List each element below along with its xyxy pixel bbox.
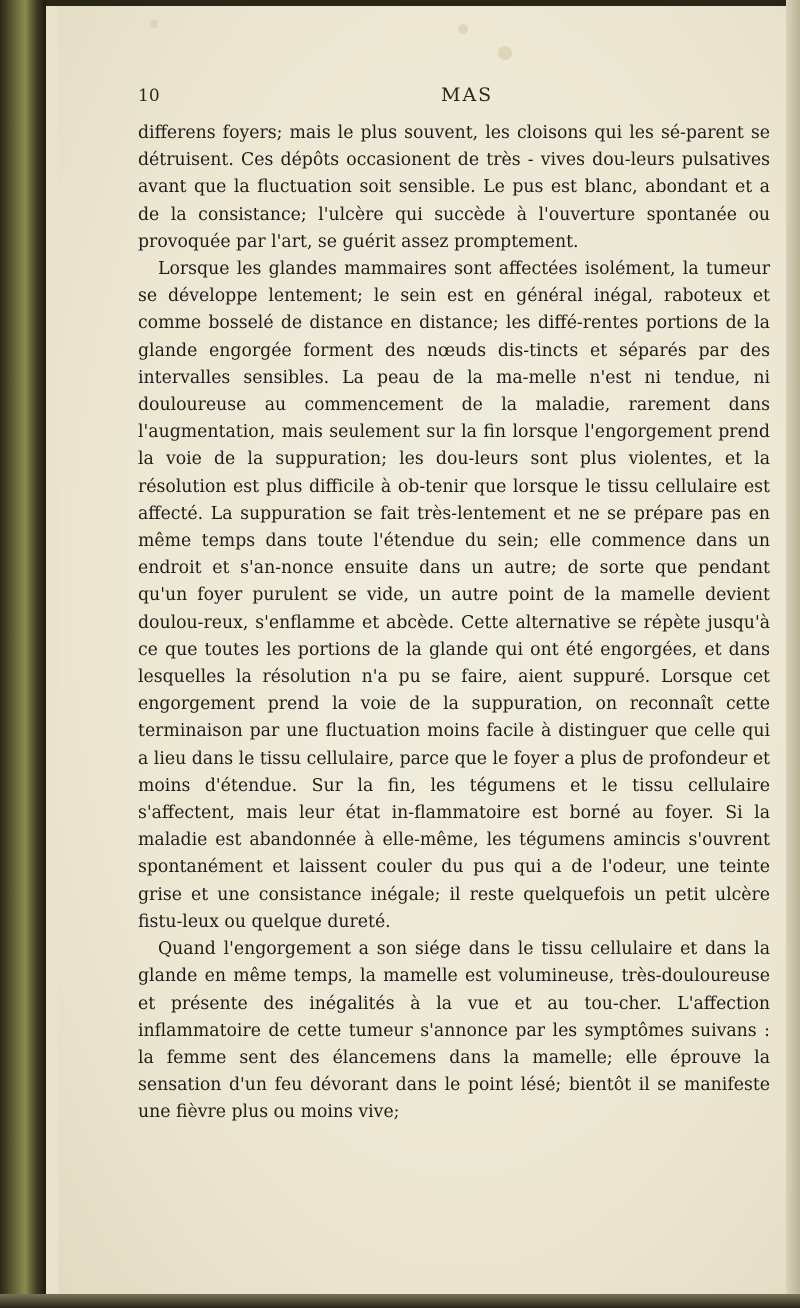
running-title: MAS (441, 84, 494, 106)
paragraph: differens foyers; mais le plus souvent, les cloisons qui les sé-parent se détruisent. Ces dépôts occasionent de très - vives dou-leurs pulsatives avant que la fluctuation soit sensible. Le pus est blanc, abondant et a de la consistance; l'ulcère qui succède à l'ouverture spontanée ou provoquée par l'art, se guérit assez promptement. (138, 123, 770, 252)
page-header (138, 86, 638, 116)
scan-edge-right (786, 0, 800, 1308)
paper-speck (498, 46, 512, 60)
scan-edge-bottom (0, 1294, 800, 1308)
paragraph: Lorsque les glandes mammaires sont affectées isolément, la tumeur se développe lentement; le sein est en général inégal, raboteux et comme bosselé de distance en distance; les diffé-rentes portions de la glande engorgée forment des nœuds dis-tincts et séparés par des intervalles sensibles. La peau de la ma-melle n'est ni tendue, ni douloureuse au commencement de la maladie, rarement dans l'augmentation, mais seulement sur la fin lorsque l'engorgement prend la voie de la suppuration; les dou-leurs sont plus violentes, et la résolution est plus difficile à ob-tenir que lorsque le tissu cellulaire est affecté. La suppuration se fait très-lentement et ne se prépare pas en même temps dans toute l'étendue du sein; elle commence dans un endroit et s'an-nonce ensuite dans un autre; de sorte que pendant qu'un foyer purulent se vide, un autre point de la mamelle devient doulou-reux, s'enflamme et abcède. Cette alternative se répète jusqu'à ce que toutes les portions de la glande qui ont été engorgées, et dans lesquelles la résolution n'a pu se faire, aient suppuré. Lorsque cet engorgement prend la voie de la suppuration, on reconnaît cette terminaison par une fluctuation moins facile à distinguer que celle qui a lieu dans le tissu cellulaire, parce que le foyer a plus de profondeur et moins d'étendue. Sur la fin, les tégumens et le tissu cellulaire s'affectent, mais leur état in-flammatoire est borné au foyer. Si la maladie est abandonnée à elle-même, les tégumens amincis s'ouvrent spontanément et laissent couler du pus qui a de l'odeur, une teinte grise et une consistance inégale; il reste quelquefois un petit ulcère fistu-leux ou quelque dureté. (138, 259, 770, 932)
paper-speck (150, 20, 158, 28)
book-binding-edge (0, 0, 46, 1308)
paper-speck (458, 24, 468, 34)
body-text (138, 120, 770, 1127)
page-number: 10 (138, 86, 160, 106)
paragraph: Quand l'engorgement a son siége dans le tissu cellulaire et dans la glande en même temps, la mamelle est volumineuse, très-douloureuse et présente des inégalités à la vue et au tou-cher. L'affection inflammatoire de cette tumeur s'annonce par les symptômes suivans : la femme sent des élancemens dans la mamelle; elle éprouve la sensation d'un feu dévorant dans le point lésé; bientôt il se manifeste une fièvre plus ou moins vive; (138, 939, 770, 1123)
